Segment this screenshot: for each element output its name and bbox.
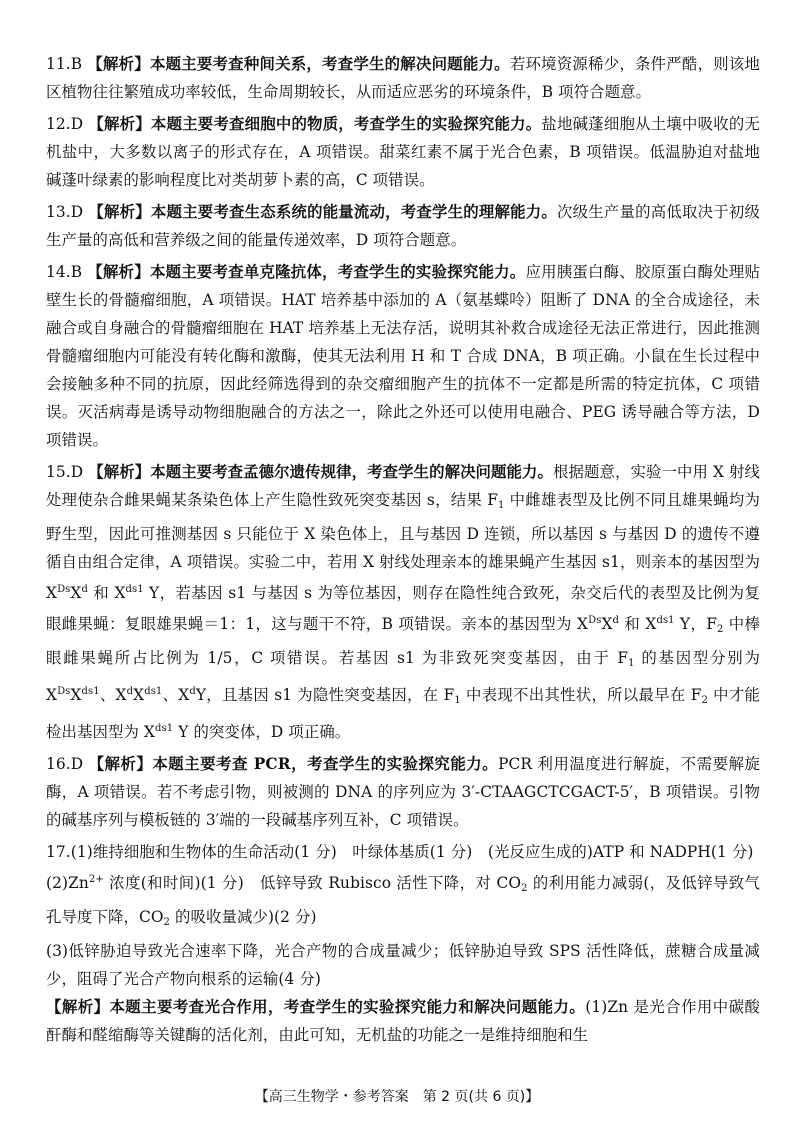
answer-17-analysis: 【解析】本题主要考查光合作用，考查学生的实验探究能力和解决问题能力。(1)Zn 是光合作用中碳酸酐酶和醛缩酶等关键酶的活化剂，由此可知，无机盐的功能之一是维持细胞和生 — [46, 998, 760, 1044]
answer-17-part-1: 17.(1)维持细胞和生物体的生命活动(1 分) 叶绿体基质(1 分) (光反应生成的)ATP 和 NADPH(1 分) — [46, 843, 754, 861]
answer-16: 16.D 【解析】本题主要考查 PCR，考查学生的实验探究能力。PCR 利用温度进行解旋，不需要解旋酶，A 项错误。若不考虑引物，则被测的 DNA 的序列应为 3′-CTAAGCTCGACT-5′，B 项错误。引物的碱基序列与模板链的 3′端的一段碱基序列互补，C 项错误。 — [46, 755, 760, 829]
answer-17-part-3: (3)低锌胁迫导致光合速率下降，光合产物的合成量减少；低锌胁迫导致 SPS 活性降低，蔗糖合成量减少，阻碍了光合产物向根系的运输(4 分) — [46, 942, 760, 988]
answer-15: 15.D 【解析】本题主要考查孟德尔遗传规律，考查学生的解决问题能力。根据题意，实验一中用 X 射线处理使杂合雌果蝇某条染色体上产生隐性致死突变基因 s，结果 $F_1$ 中雌雄表型及比例不同且雄果蝇均为野生型，因此可推测基因 s 只能位于 X 染色体上，且与基因 D 连锁，所以基因 s 与基因 D 的遗传不遵循自由组合定律，A 项错误。实验二中，若用 X 射线处理亲本的雄果蝇产生基因 s1，则亲本的基因型为 $X^{Ds}X^d$ 和 $X^{ds1}$ Y，若基因 s1 与基因 s 为等位基因，则存在隐性纯合致死，杂交后代的表型及比例为复眼雌果蝇：复眼雄果蝇＝1：1，这与题干不符，B 项错误。亲本的基因型为 $X^{Ds}X^d$ 和 $X^{ds1}$ Y，$F_2$ 中棒眼雌果蝇所占比例为 1/5，C 项错误。若基因 s1 为非致死突变基因，由于 $F_1$ 的基因型分别为 $X^{Ds}X^{ds1}$、$X^dX^{ds1}$、$X^dY$，且基因 s1 为隐性突变基因，在 $F_1$ 中表现不出其性状，所以最早在 $F_2$ 中才能检出基因型为 $X^{ds1}$ Y 的突变体，D 项正确。 — [46, 463, 760, 741]
answer-17 — [46, 838, 760, 1049]
answer-13: 13.D 【解析】本题主要考查生态系统的能量流动，考查学生的理解能力。次级生产量的高低取决于初级生产量的高低和营养级之间的能量传递效率，D 项符合题意。 — [46, 203, 760, 249]
answer-14: 14.B 【解析】本题主要考查单克隆抗体，考查学生的实验探究能力。应用胰蛋白酶、胶原蛋白酶处理贴壁生长的骨髓瘤细胞，A 项错误。HAT 培养基中添加的 A（氨基蝶呤）阻断了 DNA 的全合成途径，未融合或自身融合的骨髓瘤细胞在 HAT 培养基上无法存活，说明其补救合成途径无法正常进行，因此推测骨髓瘤细胞内可能没有转化酶和激酶，使其无法利用 H 和 T 合成 DNA，B 项正确。小鼠在生长过程中会接触多种不同的抗原，因此经筛选得到的杂交瘤细胞产生的抗体不一定都是所需的特定抗体，C 项错误。灭活病毒是诱导动物细胞融合的方法之一，除此之外还可以使用电融合、PEG 诱导融合等方法，D 项错误。 — [46, 263, 760, 449]
answer-page — [46, 50, 760, 1053]
page-footer: 【高三生物学・参考答案 第 2 页(共 6 页)】 — [254, 1089, 540, 1105]
answer-12: 12.D 【解析】本题主要考查细胞中的物质，考查学生的实验探究能力。盐地碱蓬细胞从土壤中吸收的无机盐中，大多数以离子的形式存在，A 项错误。甜菜红素不属于光合色素，B 项错误。低温胁迫对盐地碱蓬叶绿素的影响程度比对类胡萝卜素的高，C 项错误。 — [46, 115, 760, 189]
answer-17-part-2: $(2)Zn^{2+}$ 浓度(和时间)(1 分) 低锌导致 Rubisco 活性下降，对 $CO_2$ 的利用能力减弱(，及低锌导致气孔导度下降，$CO_2$ 的吸收量减少)(2 分) — [46, 874, 761, 928]
answer-11: 11.B 【解析】本题主要考查种间关系，考查学生的解决问题能力。若环境资源稀少，条件严酷，则该地区植物往往繁殖成功率较低，生命周期较长，从而适应恶劣的环境条件，B 项符合题意。 — [46, 55, 760, 101]
